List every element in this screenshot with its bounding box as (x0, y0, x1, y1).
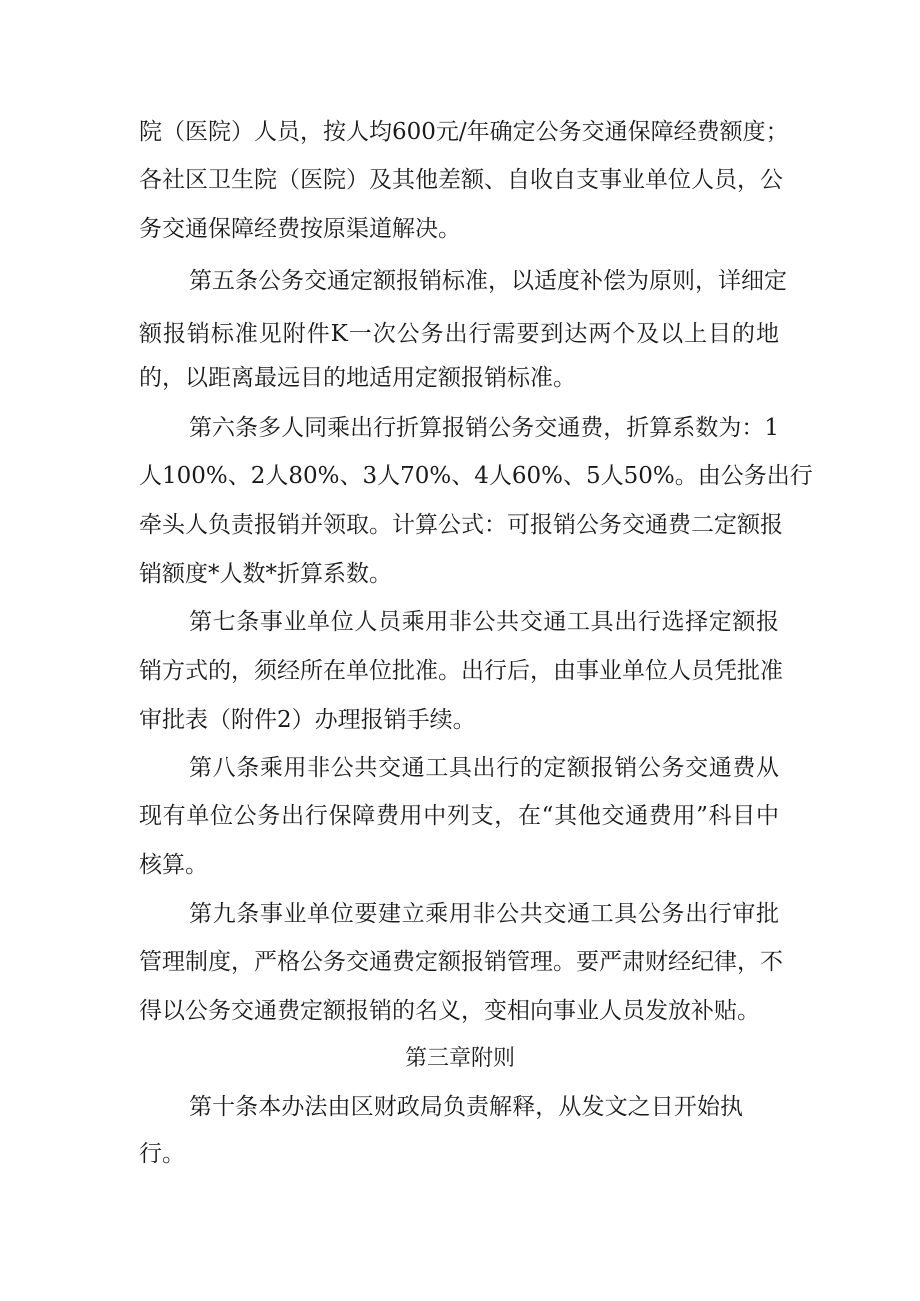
paragraph-start-line: 第八条乘用非公共交通工具出行的定额报销公务交通费从 (189, 755, 779, 781)
chapter-heading: 第三章附则 (404, 1046, 515, 1071)
paragraph-start-line: 第七条事业单位人员乘用非公共交通工具出行选择定额报 (189, 609, 779, 635)
text-line: 牵头人负责报销并领取。计算公式：可报销公务交通费二定额报 (139, 512, 783, 538)
text-line: 管理制度，严格公务交通费定额报销管理。要严肃财经纪律，不 (139, 949, 783, 975)
text-line: 得以公务交通费定额报销的名义，变相向事业人员发放补贴。 (139, 998, 760, 1024)
text-line: 销额度*人数*折算系数。 (139, 561, 392, 587)
text-line: 人100%、2人80%、3人70%、4人60%、5人50%。由公务出行 (139, 463, 813, 489)
text-line: 现有单位公务出行保障费用中列支，在“其他交通费用”科目中 (139, 803, 779, 829)
text-line: 各社区卫生院（医院）及其他差额、自收自支事业单位人员，公 (139, 167, 783, 193)
text-line: 核算。 (139, 852, 208, 878)
text-line: 额报销标准见附件K一次公务出行需要到达两个及以上目的地 (139, 321, 779, 347)
paragraph-start-line: 第十条本办法由区财政局负责解释，从发文之日开始执 (189, 1094, 743, 1120)
paragraph-start-line: 第六条多人同乘出行折算报销公务交通费，折算系数为：1 (189, 415, 779, 441)
paragraph-start-line: 第九条事业单位要建立乘用非公共交通工具公务出行审批 (189, 901, 779, 927)
text-line: 院（医院）人员，按人均600元/年确定公务交通保障经费额度； (139, 119, 789, 145)
text-line: 务交通保障经费按原渠道解决。 (139, 216, 461, 242)
text-line: 行。 (139, 1141, 185, 1167)
text-line: 审批表（附件2）办理报销手续。 (139, 707, 476, 733)
paragraph-start-line: 第五条公务交通定额报销标准，以适度补偿为原则，详细定 (189, 268, 787, 294)
text-line: 的，以距离最远目的地适用定额报销标准。 (139, 365, 576, 391)
text-line: 销方式的，须经所在单位批准。出行后，由事业单位人员凭批准 (139, 658, 783, 684)
